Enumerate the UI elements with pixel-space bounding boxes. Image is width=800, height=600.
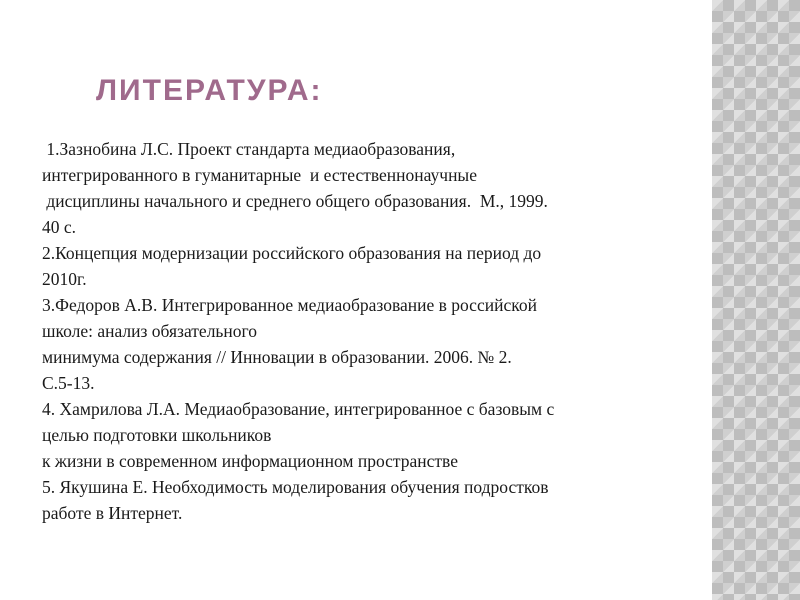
reference-line: минимума содержания // Инновации в образовании. 2006. № 2. <box>42 347 512 367</box>
reference-line: работе в Интернет. <box>42 503 183 523</box>
slide-title: ЛИТЕРАТУРА: <box>96 74 323 107</box>
reference-line: 4. Хамрилова Л.А. Медиаобразование, интегрированное с базовым с <box>42 399 555 419</box>
reference-line: 3.Федоров А.В. Интегрированное медиаобразование в российской <box>42 295 537 315</box>
reference-line: к жизни в современном информационном пространстве <box>42 451 458 471</box>
reference-line: 5. Якушина Е. Необходимость моделирования обучения подростков <box>42 477 549 497</box>
reference-line: интегрированного в гуманитарные и естественнонаучные <box>42 165 477 185</box>
reference-line: 2010г. <box>42 269 87 289</box>
reference-line: 1.Зазнобина Л.С. Проект стандарта медиаобразования, <box>42 139 456 159</box>
reference-line: целью подготовки школьников <box>42 425 272 445</box>
reference-line: школе: анализ обязательного <box>42 321 258 341</box>
reference-line: С.5-13. <box>42 373 95 393</box>
reference-line: 40 с. <box>42 217 77 237</box>
decorative-side-panel <box>712 0 800 600</box>
reference-list <box>42 136 706 526</box>
reference-line: дисциплины начального и среднего общего образования. М., 1999. <box>42 191 548 211</box>
reference-line: 2.Концепция модернизации российского образования на период до <box>42 243 542 263</box>
